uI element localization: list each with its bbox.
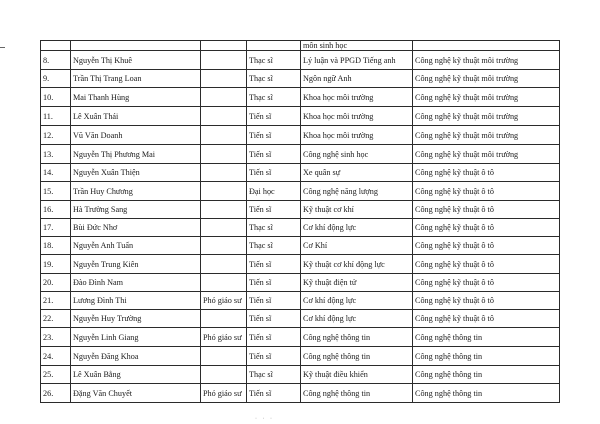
cell-stt: 23. <box>41 328 71 347</box>
cell-stt: 13. <box>41 145 71 164</box>
cell-title <box>201 70 247 88</box>
cell-stt: 20. <box>41 274 71 292</box>
table-row <box>41 384 560 403</box>
cell-title <box>201 41 247 51</box>
cell-name: Hà Trường Sang <box>71 201 201 219</box>
cell-name: Trần Huy Chương <box>71 182 201 201</box>
cell-degree: Tiến sĩ <box>247 274 301 292</box>
cell-title <box>201 347 247 366</box>
table-row <box>41 366 560 384</box>
cell-stt: 18. <box>41 237 71 255</box>
cell-specialty: Công nghệ thông tin <box>301 328 413 347</box>
cell-specialty: Cơ khí động lực <box>301 219 413 237</box>
cell-degree: Thạc sĩ <box>247 237 301 255</box>
cell-degree: Tiến sĩ <box>247 347 301 366</box>
cell-degree: Tiến sĩ <box>247 328 301 347</box>
cell-degree <box>247 41 301 51</box>
cell-degree: Đại học <box>247 182 301 201</box>
cell-specialty: Công nghệ thông tin <box>301 347 413 366</box>
cell-title <box>201 145 247 164</box>
cell-name: Nguyễn Huy Trường <box>71 310 201 328</box>
cell-specialty: Khoa học môi trường <box>301 88 413 107</box>
staff-table <box>40 40 560 403</box>
cell-title <box>201 126 247 145</box>
cell-degree: Thạc sĩ <box>247 88 301 107</box>
cell-program: Công nghệ kỹ thuật ô tô <box>413 182 560 201</box>
cell-name: Nguyễn Thị Phương Mai <box>71 145 201 164</box>
cell-title: Phó giáo sư <box>201 384 247 403</box>
cell-program: Công nghệ thông tin <box>413 366 560 384</box>
cell-stt: 15. <box>41 182 71 201</box>
table-row-continued <box>41 41 560 51</box>
cell-degree: Tiến sĩ <box>247 164 301 182</box>
table-row <box>41 164 560 182</box>
cell-degree: Tiến sĩ <box>247 384 301 403</box>
table-row <box>41 107 560 126</box>
staff-table-body <box>41 41 560 403</box>
cell-title <box>201 164 247 182</box>
table-row <box>41 145 560 164</box>
cell-title <box>201 182 247 201</box>
cell-degree: Tiến sĩ <box>247 145 301 164</box>
cell-name: Bùi Đức Nhơ <box>71 219 201 237</box>
table-row <box>41 51 560 70</box>
cell-title <box>201 107 247 126</box>
cell-stt: 9. <box>41 70 71 88</box>
cell-name: Nguyễn Xuân Thiện <box>71 164 201 182</box>
cell-name: Nguyễn Linh Giang <box>71 328 201 347</box>
table-row <box>41 255 560 274</box>
cell-specialty: môn sinh học <box>301 41 413 51</box>
cell-name: Trần Thị Trang Loan <box>71 70 201 88</box>
cell-degree: Tiến sĩ <box>247 310 301 328</box>
cell-stt <box>41 41 71 51</box>
cell-program: Công nghệ kỹ thuật ô tô <box>413 292 560 310</box>
cell-title <box>201 51 247 70</box>
cell-program: Công nghệ kỹ thuật môi trường <box>413 145 560 164</box>
cell-specialty: Cơ khí động lực <box>301 292 413 310</box>
cell-program: Công nghệ thông tin <box>413 328 560 347</box>
cell-stt: 24. <box>41 347 71 366</box>
cell-program <box>413 41 560 51</box>
cell-program: Công nghệ kỹ thuật môi trường <box>413 70 560 88</box>
cell-program: Công nghệ thông tin <box>413 384 560 403</box>
cell-stt: 17. <box>41 219 71 237</box>
cell-title <box>201 274 247 292</box>
cell-stt: 10. <box>41 88 71 107</box>
cell-specialty: Ngôn ngữ Anh <box>301 70 413 88</box>
cell-degree: Thạc sĩ <box>247 366 301 384</box>
cell-specialty: Kỹ thuật điều khiển <box>301 366 413 384</box>
table-row <box>41 182 560 201</box>
cell-degree: Tiến sĩ <box>247 292 301 310</box>
cell-program: Công nghệ kỹ thuật môi trường <box>413 107 560 126</box>
cell-program: Công nghệ kỹ thuật ô tô <box>413 310 560 328</box>
cell-specialty: Công nghệ thông tin <box>301 384 413 403</box>
table-row <box>41 126 560 145</box>
cell-specialty: Công nghệ năng lượng <box>301 182 413 201</box>
cell-specialty: Kỹ thuật điện tử <box>301 274 413 292</box>
cell-title <box>201 201 247 219</box>
cell-degree: Tiến sĩ <box>247 107 301 126</box>
cell-title <box>201 237 247 255</box>
cell-program: Công nghệ kỹ thuật môi trường <box>413 126 560 145</box>
table-row <box>41 237 560 255</box>
cell-specialty: Kỹ thuật cơ khí động lực <box>301 255 413 274</box>
cell-specialty: Lý luận và PPGD Tiếng anh <box>301 51 413 70</box>
page-footer-smudge: · · · <box>255 416 274 422</box>
cell-stt: 12. <box>41 126 71 145</box>
cell-title <box>201 310 247 328</box>
cell-degree: Thạc sĩ <box>247 51 301 70</box>
cell-name: Nguyễn Thị Khuê <box>71 51 201 70</box>
cell-title: Phó giáo sư <box>201 292 247 310</box>
table-row <box>41 310 560 328</box>
table-row <box>41 328 560 347</box>
cell-program: Công nghệ kỹ thuật môi trường <box>413 51 560 70</box>
cell-degree: Tiến sĩ <box>247 255 301 274</box>
cell-stt: 25. <box>41 366 71 384</box>
cell-degree: Tiến sĩ <box>247 201 301 219</box>
cell-title <box>201 219 247 237</box>
table-row <box>41 70 560 88</box>
page-edge-mark <box>0 47 5 48</box>
cell-program: Công nghệ kỹ thuật ô tô <box>413 237 560 255</box>
cell-specialty: Cơ khí động lực <box>301 310 413 328</box>
cell-program: Công nghệ kỹ thuật ô tô <box>413 201 560 219</box>
table-row <box>41 219 560 237</box>
cell-name: Lê Xuân Thái <box>71 107 201 126</box>
table-row <box>41 292 560 310</box>
cell-name: Mai Thanh Hùng <box>71 88 201 107</box>
cell-title <box>201 255 247 274</box>
cell-stt: 21. <box>41 292 71 310</box>
cell-name <box>71 41 201 51</box>
cell-program: Công nghệ kỹ thuật ô tô <box>413 274 560 292</box>
cell-specialty: Công nghệ sinh học <box>301 145 413 164</box>
cell-specialty: Cơ Khí <box>301 237 413 255</box>
table-row <box>41 201 560 219</box>
table-row <box>41 88 560 107</box>
cell-stt: 19. <box>41 255 71 274</box>
cell-name: Nguyễn Đăng Khoa <box>71 347 201 366</box>
cell-name: Nguyễn Anh Tuấn <box>71 237 201 255</box>
cell-program: Công nghệ kỹ thuật ô tô <box>413 164 560 182</box>
cell-specialty: Khoa học môi trường <box>301 107 413 126</box>
cell-program: Công nghệ thông tin <box>413 347 560 366</box>
cell-stt: 16. <box>41 201 71 219</box>
cell-stt: 14. <box>41 164 71 182</box>
cell-stt: 11. <box>41 107 71 126</box>
cell-degree: Thạc sĩ <box>247 70 301 88</box>
cell-program: Công nghệ kỹ thuật ô tô <box>413 255 560 274</box>
cell-specialty: Kỹ thuật cơ khí <box>301 201 413 219</box>
cell-stt: 26. <box>41 384 71 403</box>
cell-name: Đặng Văn Chuyết <box>71 384 201 403</box>
cell-title <box>201 366 247 384</box>
cell-name: Vũ Văn Doanh <box>71 126 201 145</box>
table-row <box>41 274 560 292</box>
cell-name: Lê Xuân Bằng <box>71 366 201 384</box>
cell-name: Nguyễn Trung Kiên <box>71 255 201 274</box>
cell-stt: 22. <box>41 310 71 328</box>
cell-specialty: Xe quân sự <box>301 164 413 182</box>
cell-degree: Tiến sĩ <box>247 126 301 145</box>
cell-title <box>201 88 247 107</box>
cell-program: Công nghệ kỹ thuật môi trường <box>413 88 560 107</box>
cell-specialty: Khoa học môi trường <box>301 126 413 145</box>
cell-name: Lương Đình Thi <box>71 292 201 310</box>
cell-program: Công nghệ kỹ thuật ô tô <box>413 219 560 237</box>
cell-stt: 8. <box>41 51 71 70</box>
cell-degree: Thạc sĩ <box>247 219 301 237</box>
cell-name: Đào Đình Nam <box>71 274 201 292</box>
cell-title: Phó giáo sư <box>201 328 247 347</box>
table-row <box>41 347 560 366</box>
